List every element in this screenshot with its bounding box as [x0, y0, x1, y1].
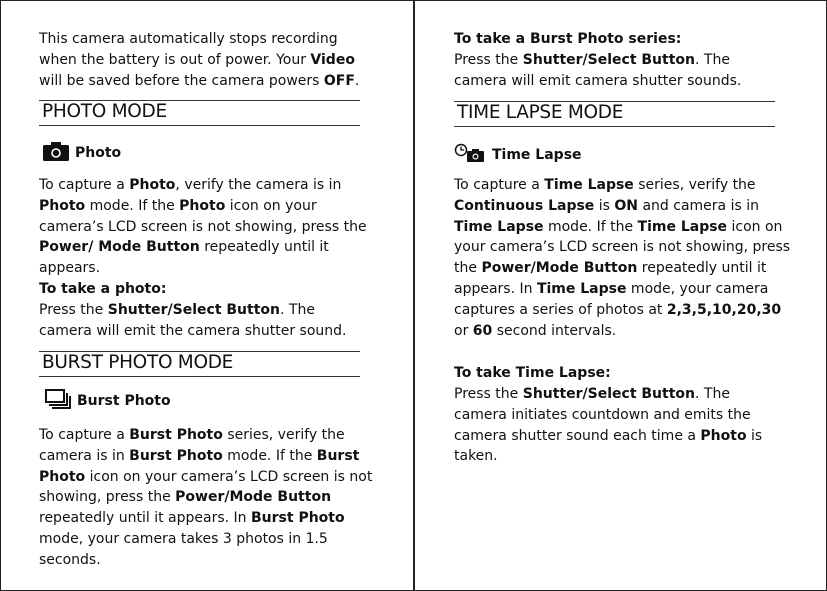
photo-mode-paragraph	[39, 175, 374, 279]
text-run: or	[454, 322, 473, 339]
bold-term: Burst Photo	[39, 447, 360, 485]
bold-term: Shutter/Select Button	[522, 52, 695, 68]
text-run: To capture a	[39, 177, 130, 193]
burst-photo-icon	[45, 389, 71, 413]
text-run: second intervals.	[492, 322, 617, 339]
burst-mode-icon-label: Burst Photo	[77, 393, 171, 409]
bold-term: Burst Photo	[129, 427, 223, 443]
timelapse-mode-paragraph	[454, 175, 794, 341]
text-run: repeatedly until it appears. In	[39, 510, 251, 527]
photo-take-paragraph	[39, 300, 359, 342]
bold-term: Video	[310, 51, 355, 68]
burst-take-paragraph	[454, 50, 784, 92]
bold-term: Shutter/Select Button	[522, 386, 695, 402]
bold-term: Power/Mode Button	[481, 260, 638, 277]
photo-mode-heading: PHOTO MODE	[39, 100, 360, 126]
bold-term: ON	[614, 197, 639, 214]
photo-mode-label-row	[43, 141, 121, 165]
bold-term: Photo	[129, 177, 176, 193]
bold-term: Time Lapse	[536, 280, 627, 297]
text-run: , verify the camera is in	[175, 177, 342, 193]
text-run: .	[354, 72, 360, 89]
bold-term: Time Lapse	[454, 218, 544, 235]
text-run: mode, your camera takes 3 photos in 1.5 seconds.	[39, 530, 328, 568]
text-run: and camera is in	[638, 197, 759, 214]
burst-mode-paragraph	[39, 425, 374, 571]
bold-term: Time Lapse	[544, 177, 634, 193]
column-divider	[413, 0, 415, 591]
timelapse-take-paragraph	[454, 384, 784, 467]
bold-term: Photo	[700, 427, 747, 444]
text-run: This camera automatically stops recording when the battery is out of power. Your	[39, 31, 338, 68]
text-run: Press the	[454, 52, 523, 68]
text-run: repeatedly until it appears.	[39, 239, 329, 277]
burst-mode-heading: BURST PHOTO MODE	[39, 351, 360, 377]
text-run: Press the	[39, 302, 108, 318]
photo-mode-icon-label: Photo	[75, 145, 122, 161]
burst-mode-label-row	[45, 389, 171, 413]
bold-term: Time Lapse	[637, 218, 728, 235]
text-run: will be saved before the camera powers	[39, 72, 324, 89]
bold-term: Burst Photo	[129, 447, 223, 464]
text-run: mode. If the	[222, 447, 317, 464]
text-run: series, verify the camera is in	[39, 427, 345, 464]
timelapse-icon	[454, 143, 486, 167]
text-run: is	[594, 197, 615, 214]
bold-term: Power/ Mode Button	[39, 239, 200, 256]
bold-term: Photo	[179, 197, 226, 214]
bold-term: Shutter/Select Button	[107, 302, 280, 318]
text-run: Press the	[454, 386, 523, 402]
text-run: To capture a	[39, 427, 130, 443]
timelapse-take-title: To take Time Lapse:	[454, 365, 611, 381]
text-run: mode. If the	[85, 197, 180, 214]
photo-take-title: To take a photo:	[39, 281, 167, 297]
text-run: repeatedly until it appears. In	[454, 260, 767, 297]
camera-icon	[43, 141, 69, 165]
burst-take-title: To take a Burst Photo series:	[454, 31, 682, 47]
text-run: series, verify the	[633, 177, 756, 193]
bold-term: Photo	[39, 197, 86, 214]
text-run: . The camera initiates countdown and emits the camera shutter sound each time a	[454, 386, 751, 444]
bold-term: Continuous Lapse	[454, 197, 595, 214]
text-run: To capture a	[454, 177, 545, 193]
bold-term: Burst Photo	[251, 510, 345, 527]
text-run: icon on your camera’s LCD screen is not showing, press the	[39, 468, 373, 506]
bold-term: OFF	[323, 72, 355, 89]
text-run: is taken.	[454, 427, 763, 465]
intro-paragraph	[39, 29, 374, 91]
text-run: mode. If the	[543, 218, 638, 235]
timelapse-mode-label-row	[454, 143, 582, 167]
text-run: mode, your camera captures a series of photos at	[454, 280, 769, 318]
text-run: icon on your camera’s LCD screen is not showing, press the	[39, 197, 367, 235]
text-run: . The camera will emit camera shutter sounds.	[454, 52, 742, 89]
timelapse-mode-icon-label: Time Lapse	[492, 147, 582, 163]
text-run: icon on your camera’s LCD screen is not showing, press the	[454, 218, 791, 277]
bold-term: 2,3,5,10,20,30	[666, 301, 782, 318]
text-run: . The camera will emit the camera shutter sound.	[39, 302, 347, 339]
bold-term: Power/Mode Button	[175, 489, 332, 506]
bold-term: 60	[472, 322, 493, 339]
timelapse-mode-heading: TIME LAPSE MODE	[454, 101, 775, 127]
